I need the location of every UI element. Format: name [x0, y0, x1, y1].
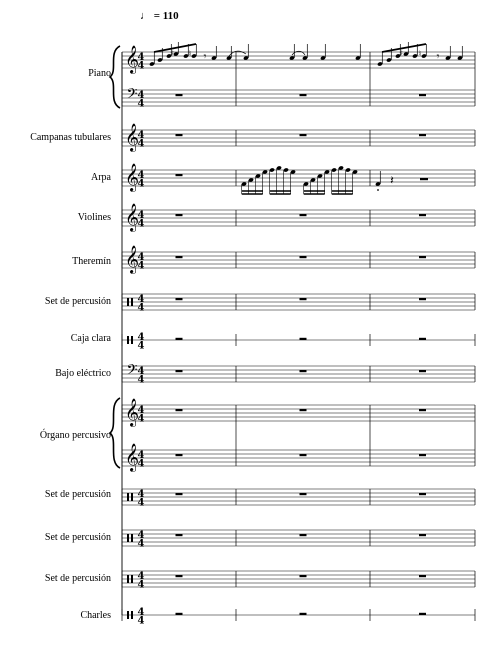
instrument-name-theremin: Theremín	[72, 256, 111, 267]
staff-3-whole-rest	[300, 214, 307, 216]
staff-5-percussion-clef-bar	[127, 298, 129, 306]
piano-sharp: ♯	[399, 49, 403, 58]
staff-12-whole-rest	[419, 613, 426, 615]
staff-8-time-numerator: 4	[137, 405, 145, 416]
staff-8-whole-rest	[419, 454, 426, 456]
staff-0-whole-rest	[419, 94, 426, 96]
staff-3-treble-clef: 𝄞	[124, 203, 140, 231]
staff-5-whole-rest	[419, 298, 426, 300]
staff-4-time-numerator: 4	[137, 252, 145, 263]
staff-2-treble-clef: 𝄞	[124, 163, 140, 191]
staff-2-time-denominator: 4	[137, 178, 145, 190]
staff-7-time-denominator: 4	[137, 374, 145, 386]
piano-sharp: ♯	[170, 49, 174, 58]
staff-3-time-denominator: 4	[137, 218, 145, 230]
staff-0-treble-clef: 𝄞	[124, 45, 140, 73]
staff-1-time-numerator: 4	[137, 130, 145, 141]
piano-eighth-rest: 𝄾	[203, 50, 207, 63]
staff-10-percussion-clef-bar	[131, 534, 133, 542]
staff-7-bass-clef: 𝄢	[126, 362, 138, 382]
staff-4-treble-clef: 𝄞	[124, 245, 140, 273]
staff-1-whole-rest	[176, 134, 183, 136]
staff-3-whole-rest	[176, 214, 183, 216]
staff-11-whole-rest	[300, 575, 307, 577]
staff-5-whole-rest	[300, 298, 307, 300]
staff-7-whole-rest	[176, 370, 183, 372]
staff-10-time-denominator: 4	[137, 538, 145, 550]
staff-2-time-numerator: 4	[137, 170, 145, 181]
instrument-name-set-de-percusion-4: Set de percusión	[44, 573, 111, 584]
staff-0-time-numerator: 4	[137, 52, 145, 63]
staff-11-percussion-clef-bar	[131, 575, 133, 583]
staff-0-time-denominator: 4	[137, 60, 145, 72]
staff-1-time-denominator: 4	[137, 138, 145, 150]
staff-5-time-numerator: 4	[137, 294, 145, 305]
staff-12-whole-rest	[176, 613, 183, 615]
staff-11-whole-rest	[176, 575, 183, 577]
instrument-name-bajo-electrico: Bajo eléctrico	[55, 368, 111, 379]
staff-5-time-denominator: 4	[137, 302, 145, 314]
staff-12-percussion-clef-bar	[131, 611, 133, 619]
arpa-quarter-rest: 𝄽	[390, 173, 394, 187]
staff-7-whole-rest	[419, 370, 426, 372]
instrument-name-charles: Charles	[80, 610, 111, 621]
staff-9-whole-rest	[419, 493, 426, 495]
staff-8-time-denominator: 4	[137, 413, 145, 425]
staff-12-time-numerator: 4	[137, 607, 145, 618]
staff-11-whole-rest	[419, 575, 426, 577]
staff-0-whole-rest	[176, 94, 183, 96]
staff-4-whole-rest	[300, 256, 307, 258]
staff-8-whole-rest	[176, 409, 183, 411]
staff-6-percussion-clef-bar	[127, 336, 129, 344]
organo-brace	[110, 398, 120, 468]
instrument-name-caja-clara: Caja clara	[70, 333, 111, 344]
staff-0-time-numerator: 4	[137, 90, 145, 101]
staff-6-time-denominator: 4	[137, 340, 145, 352]
staff-7-whole-rest	[300, 370, 307, 372]
staff-1-treble-clef: 𝄞	[124, 123, 140, 151]
instrument-name-campanas-tubulares: Campanas tubulares	[30, 132, 111, 143]
staff-9-time-numerator: 4	[137, 489, 145, 500]
instrument-name-organo-percusivo: Órgano percusivo	[39, 430, 111, 441]
staff-6-percussion-clef-bar	[131, 336, 133, 344]
staff-0-bass-clef: 𝄢	[126, 86, 138, 106]
staff-9-whole-rest	[176, 493, 183, 495]
staff-11-percussion-clef-bar	[127, 575, 129, 583]
staff-10-whole-rest	[300, 534, 307, 536]
staff-12-percussion-clef-bar	[127, 611, 129, 619]
staff-10-whole-rest	[176, 534, 183, 536]
instrument-name-set-de-percusion-3: Set de percusión	[44, 532, 111, 543]
staff-5-whole-rest	[176, 298, 183, 300]
staff-11-time-denominator: 4	[137, 579, 145, 591]
staff-7-time-numerator: 4	[137, 366, 145, 377]
staff-8-whole-rest	[419, 409, 426, 411]
instrument-name-piano: Piano	[88, 68, 111, 79]
staff-8-time-denominator: 4	[137, 458, 145, 470]
staff-0-whole-rest	[300, 94, 307, 96]
staff-3-time-numerator: 4	[137, 210, 145, 221]
staff-8-whole-rest	[300, 454, 307, 456]
staff-4-time-denominator: 4	[137, 260, 145, 272]
instrument-name-arpa: Arpa	[91, 172, 111, 183]
staff-4-whole-rest	[419, 256, 426, 258]
staff-9-whole-rest	[300, 493, 307, 495]
staff-1-whole-rest	[419, 134, 426, 136]
piano-natural: ♮	[188, 49, 192, 58]
staff-0-time-denominator: 4	[137, 98, 145, 110]
staff-10-whole-rest	[419, 534, 426, 536]
instrument-name-set-de-percusion-2: Set de percusión	[44, 489, 111, 500]
staff-6-time-numerator: 4	[137, 332, 145, 343]
arpa-staccato	[377, 189, 379, 191]
tempo-marking: ♩ = 110	[140, 10, 179, 22]
staff-6-whole-rest	[176, 338, 183, 340]
piano-natural: ♮	[418, 49, 422, 58]
staff-10-percussion-clef-bar	[127, 534, 129, 542]
staff-2-whole-rest	[176, 174, 183, 176]
staff-9-percussion-clef-bar	[127, 493, 129, 501]
staff-8-whole-rest	[300, 409, 307, 411]
instrument-name-set-de-percusion-1: Set de percusión	[44, 296, 111, 307]
staff-8-whole-rest	[176, 454, 183, 456]
staff-9-percussion-clef-bar	[131, 493, 133, 501]
staff-3-whole-rest	[419, 214, 426, 216]
instrument-name-violines: Violines	[77, 212, 111, 223]
staff-9-time-denominator: 4	[137, 497, 145, 509]
arpa-half-rest	[420, 178, 428, 180]
staff-6-whole-rest	[419, 338, 426, 340]
staff-10-time-numerator: 4	[137, 530, 145, 541]
staff-12-time-denominator: 4	[137, 615, 145, 627]
staff-1-whole-rest	[300, 134, 307, 136]
staff-8-time-numerator: 4	[137, 450, 145, 461]
piano-brace	[110, 46, 120, 108]
staff-12-whole-rest	[300, 613, 307, 615]
staff-6-whole-rest	[300, 338, 307, 340]
staff-5-percussion-clef-bar	[131, 298, 133, 306]
staff-8-treble-clef: 𝄞	[124, 398, 140, 426]
staff-8-treble-clef: 𝄞	[124, 443, 140, 471]
staff-4-whole-rest	[176, 256, 183, 258]
piano-eighth-rest: 𝄾	[436, 50, 440, 63]
staff-11-time-numerator: 4	[137, 571, 145, 582]
